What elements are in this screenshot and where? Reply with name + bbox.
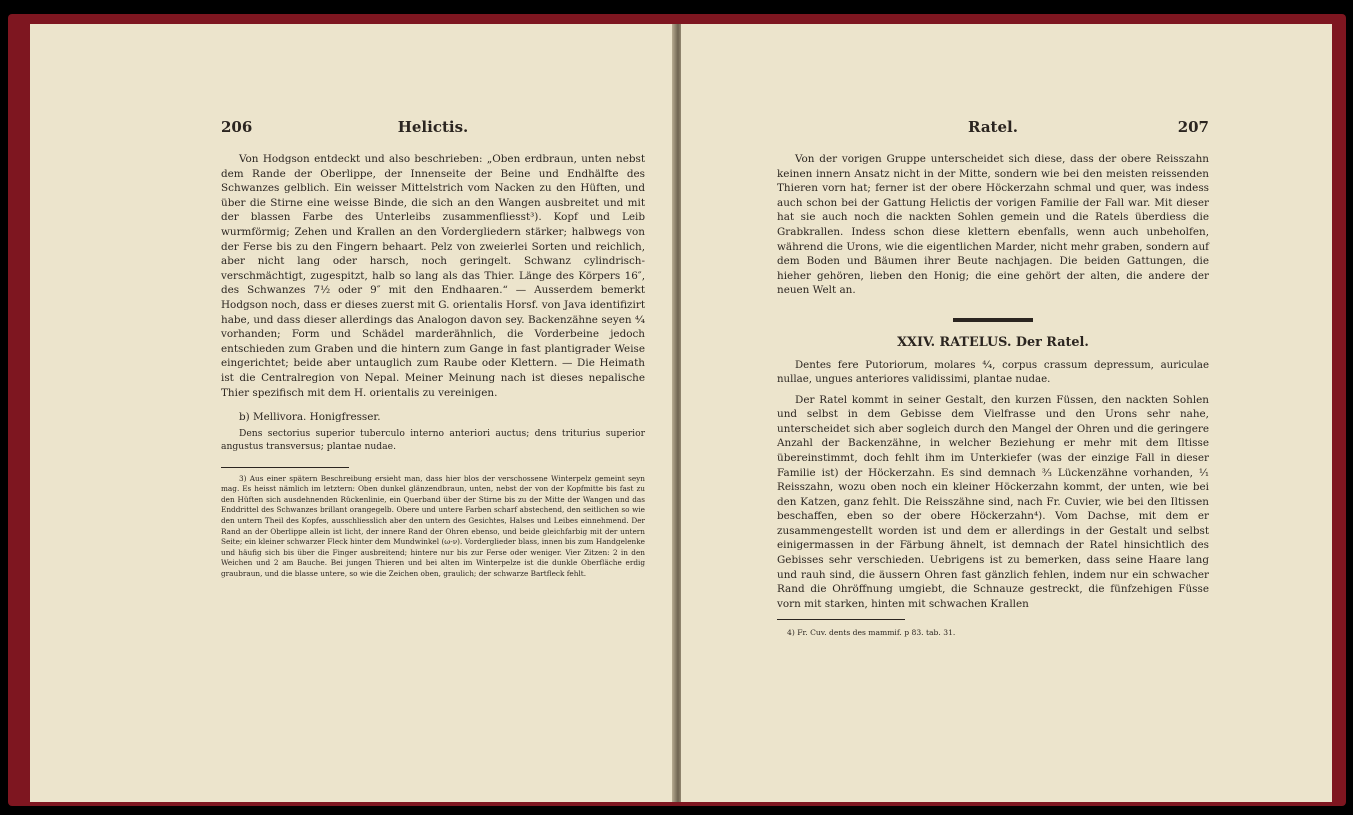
section-divider — [953, 318, 1033, 322]
subsection-heading: b) Mellivora. Honigfresser. — [239, 411, 381, 424]
left-paragraph-1: Von Hodgson entdeckt und also beschrieben: „Oben erdbraun, unten nebst dem Rande der Oberlippe, der Innenseite der Beine und Endhälfte des Schwanzes gelblich. Ein weisser Mittelstrich vom Nacken zu den Hüften, und über die Stirne eine weisse Binde, die sich an den Wangen ausbreitet und mit der blassen Farbe des Unterleibs zusammenfliesst³). Kopf und Leib wurmförmig; Zehen und Krallen an den Vordergliedern stärker; halbwegs von der Ferse bis zu den Fingern behaart. Pelz von zweierlei Sorten und reichlich, aber nicht lang oder harsch, noch geringelt. Schwanz cylindrisch-verschmächtigt, zugespitzt, halb so lang als das Thier. Länge des Körpers 16″, des Schwanzes 7½ oder 9″ mit den Endhaaren.“ — Ausserdem bemerkt Hodgson noch, dass er dieses zuerst mit G. orientalis Horsf. von Java identifizirt habe, und dass dieser allerdings das Analogon davon sey. Backenzähne seyen ⁴⁄₄ vorhanden; Form und Schädel marderähnlich, die Vorderbeine jedoch entschieden zum Graben und die hintern zum Gange in fast plantigrader Weise eingerichtet; beide aber untauglich zum Raube oder Klettern. — Die Heimath ist die Centralregion von Nepal. Meiner Meinung nach ist dieses nepalische Thier spezifisch mit dem H. orientalis zu vereinigen. — [221, 153, 645, 399]
right-page-number: 207 — [1177, 118, 1209, 136]
left-diagnosis: Dens sectorius superior tuberculo interno anteriori auctus; dens triturius superior angustus transversus; plantae nudae. — [221, 427, 645, 452]
right-running-head — [777, 120, 1209, 142]
right-page-text-block — [777, 120, 1209, 641]
right-paragraph-1: Von der vorigen Gruppe unterscheidet sich diese, dass der obere Reisszahn keinen innern Ansatz nicht in der Mitte, sondern wie bei den meisten reissenden Thieren vorn hat; ferner ist der obere Höckerzahn schmal und quer, was indess auch schon bei der Gattung Helictis der vorigen Familie der Fall war. Mit dieser hat sie auch noch die nackten Sohlen gemein und die Ratels überdiess die Grabkrallen. Indess schon diese klettern ebenfalls, wenn auch unbeholfen, während die Urons, wie die eigentlichen Marder, nicht mehr graben, sondern auf dem Boden und Bäumen ihrer Beute nachjagen. Die beiden Gattungen, die hieher gehören, lieben den Honig; die eine gehört der alten, die andere der neuen Welt an. — [777, 153, 1209, 297]
left-page-number: 206 — [221, 118, 253, 136]
right-footnote-rule — [777, 619, 905, 620]
left-page-text-block — [221, 120, 645, 580]
right-diagnosis: Dentes fere Putoriorum, molares ⁴⁄₄, corpus crassum depressum, auriculae nullae, ungues anteriores validissimi, plantae nudae. — [777, 359, 1209, 385]
right-page — [681, 24, 1332, 802]
right-footnote: 4) Fr. Cuv. dents des mammif. p 83. tab. 31. — [787, 628, 956, 638]
footnote-rule — [221, 467, 349, 468]
left-footnote: 3) Aus einer spätern Beschreibung ersieht man, dass hier blos der verschossene Winterpelz gemeint seyn mag. Es heisst nämlich im letztern: Oben dunkel glänzendbraun, unten, nebst der von der Kopfmitte bis fast zu den Hüften sich ausdehnenden Rückenlinie, ein Querband über der Stirne bis zu der Mitte der Wangen und das Enddrittel des Schwanzes brillant orangegelb. Obere und untere Farben scharf abstechend, den seitlichen so wie den untern Theil des Kopfes, ausschliesslich aber den untern des Gesichtes, Halses und Leibes einnehmend. Der Rand an der Oberlippe allein ist licht, der innere Rand der Ohren ebenso, und beide gleichfarbig mit der untern Seite; ein kleiner schwarzer Fleck hinter dem Mundwinkel (ω-ν). Vorderglieder blass, innen bis zum Handgelenke und häufig sich bis über die Finger ausbreitend; hintere nur bis zur Ferse oder weniger. Vier Zitzen: 2 in den Weichen und 2 am Bauche. Bei jungen Thieren und bei alten im Winterpelze ist die dunkle Oberfläche erdig graubraun, und die blasse untere, so wie die Zeichen oben, graulich; der schwarze Bartfleck fehlt. — [221, 473, 645, 579]
section-heading: XXIV. RATELUS. Der Ratel. — [897, 334, 1089, 350]
right-running-title: Ratel. — [968, 118, 1018, 136]
left-running-title: Helictis. — [397, 118, 469, 136]
left-page — [30, 24, 675, 802]
right-paragraph-2: Der Ratel kommt in seiner Gestalt, den kurzen Füssen, den nackten Sohlen und selbst in dem Gebisse dem Vielfrasse und den Urons sehr nahe, unterscheidet sich aber sogleich durch den Mangel der Ohren und die geringere Anzahl der Backenzähne, in welcher Beziehung er mehr mit dem Iltisse übereinstimmt, doch fehlt ihm im Unterkiefer (was der einzige Fall in dieser Familie ist) der Höckerzahn. Es sind demnach ³⁄₃ Lückenzähne vorhanden, ⅟₁ Reisszahn, wozu oben noch ein kleiner Höckerzahn kommt, der unten, wie bei den Katzen, ganz fehlt. Die Reisszähne sind, nach Fr. Cuvier, wie bei den Iltissen beschaffen, eben so der obere Höckerzahn⁴). Vom Dachse, mit dem er zusammengestellt worden ist und dem er allerdings in der Gestalt und selbst einigermassen in der Färbung ähnelt, ist demnach der Ratel hinsichtlich des Gebisses sehr verschieden. Uebrigens ist zu bemerken, dass seine Haare lang und rauh sind, die äussern Ohren fast gänzlich fehlen, indem nur ein schwacher Rand die Ohröffnung umgiebt, die Schnauze gestreckt, die fünfzehigen Füsse vorn mit starken, hinten mit schwachen Krallen — [777, 393, 1209, 610]
left-running-head — [221, 120, 645, 142]
